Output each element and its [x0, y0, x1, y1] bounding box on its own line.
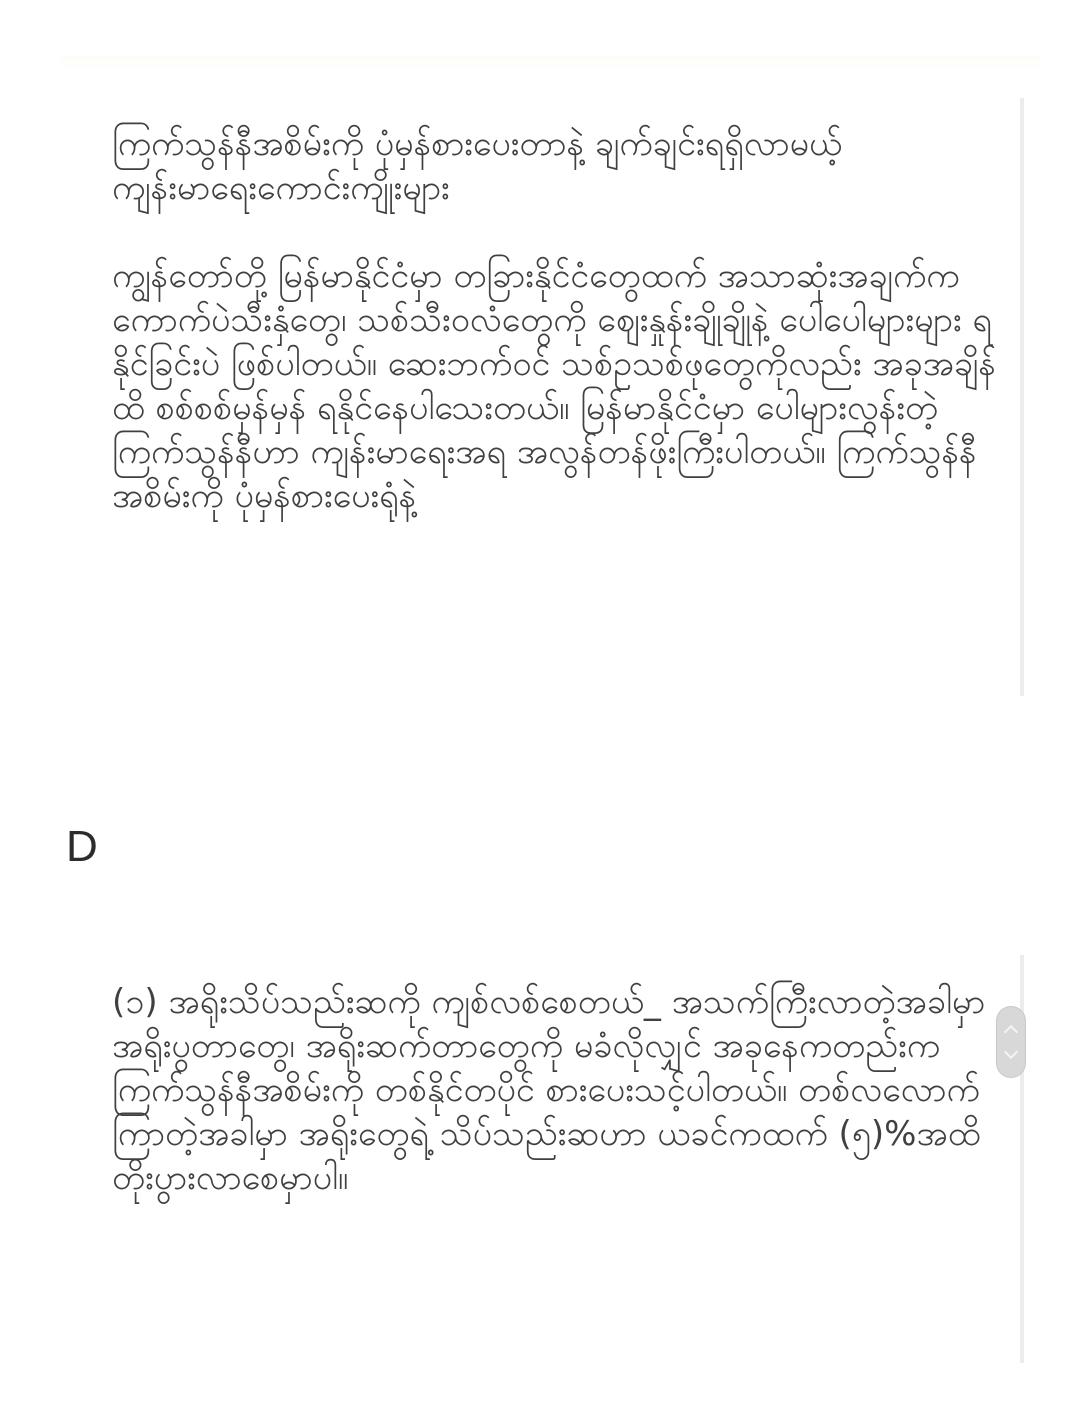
section-label: D [66, 822, 98, 871]
article-body-2: (၁) အရိုးသိပ်သည်းဆကို ကျစ်လစ်စေတယ်_ အသက်ကြီးလာတဲ့အခါမှာ အရိုးပွတာတွေ၊ အရိုးဆက်တာတွေကို မခံလိုလျှင် အခုနေကတည်းက ကြက်သွန်နီအစိမ်းကို တစ်နိုင်တပိုင် စားပေးသင့်ပါတယ်။ တစ်လလောက် ကြာတဲ့အခါမှာ အရိုးတွေရဲ့ သိပ်သည်းဆဟာ ယခင်ကထက် (၅)%အထိ တိုးပွားလာစေမှာပါ။ [112, 982, 986, 1198]
top-fade-divider [60, 56, 1040, 70]
chevron-up-icon [1004, 1025, 1018, 1039]
article-body-1: ကျွန်တော်တို့ မြန်မာနိုင်ငံမှာ တခြားနိုင်ငံတွေထက် အသာဆုံးအချက်က ကောက်ပဲသီးနှံတွေ၊ သစ်သီးဝလံတွေကို ဈေးနှုန်းချိုချိုနဲ့ ပေါပေါများများ ရနိုင်ခြင်းပဲ ဖြစ်ပါတယ်။ ဆေးဘက်ဝင် သစ်ဥသစ်ဖုတွေကိုလည်း အခုအချိန်ထိ စစ်စစ်မှန်မှန် ရနိုင်နေပါသေးတယ်။ မြန်မာနိုင်ငံမှာ ပေါများလွန်းတဲ့ ကြက်သွန်နီဟာ ကျန်းမာရေးအရ အလွန်တန်ဖိုးကြီးပါတယ်။ ကြက်သွန်နီအစိမ်းကို ပုံမှန်စားပေးရုံနဲ့ [112, 256, 997, 516]
article-block-1 [112, 122, 997, 518]
scrollbar-thumb[interactable] [996, 1006, 1026, 1078]
article-block-2 [112, 980, 997, 1200]
article-headline: ကြက်သွန်နီအစိမ်းကို ပုံမှန်စားပေးတာနဲ့ ချက်ချင်းရရှိလာမယ့် ကျန်းမာရေးကောင်းကျိုးများ [112, 124, 843, 208]
scrollbar-track-1[interactable] [1020, 98, 1024, 696]
chevron-down-icon [1004, 1045, 1018, 1059]
